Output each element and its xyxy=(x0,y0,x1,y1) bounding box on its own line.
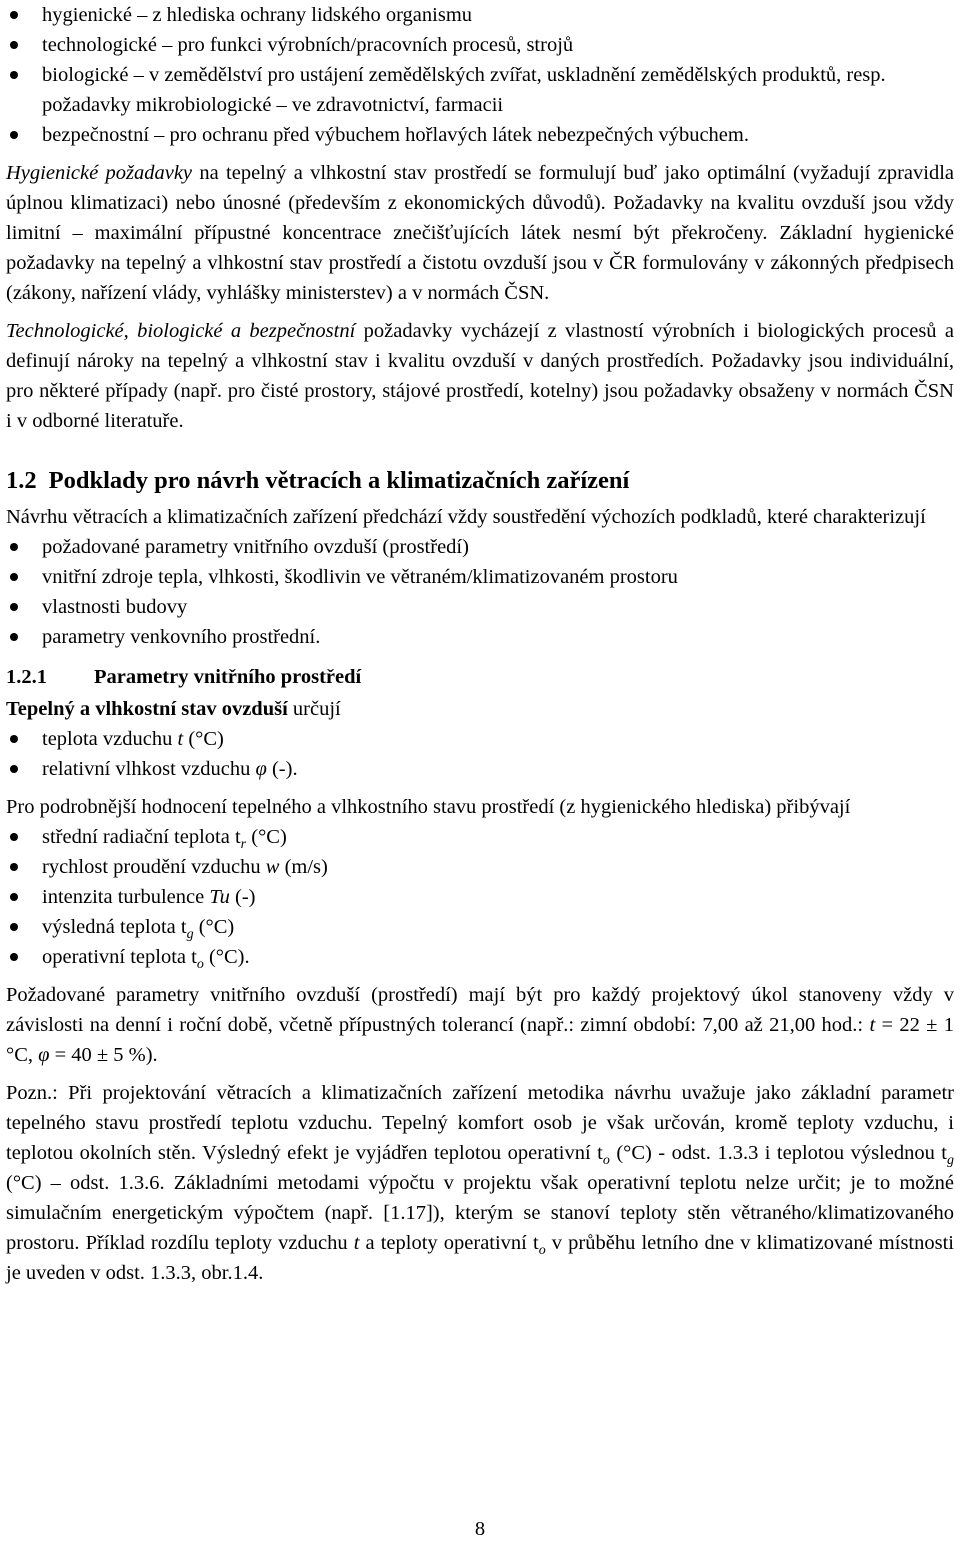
list-item xyxy=(6,852,954,882)
section-title: Podklady pro návrh větracích a klimatizačních zařízení xyxy=(48,467,630,494)
technological-requirements-paragraph xyxy=(6,316,954,436)
note-subscript: g xyxy=(947,1153,954,1169)
subsection-heading xyxy=(6,662,954,692)
note-text: (°C) - odst. 1.3.3 i teplotou výslednou t xyxy=(609,1142,947,1164)
item-subscript: o xyxy=(196,957,204,973)
list-item: technologické – pro funkci výrobních/pracovních procesů, strojů xyxy=(6,30,954,60)
item-subscript: r xyxy=(240,837,247,853)
item-text: výsledná teplota t xyxy=(42,916,187,938)
note-text: (°C) – odst. 1.3.6. Základními metodami výpočtu v projektu však operativní teplotu nelze určit; je to možné simulačním energetickým výpočtem (např. [1.17]), kterým se stanoví teploty stěn větraného/klimatizovaného prostoru. Příklad rozdílu teploty vzduchu xyxy=(6,1172,954,1254)
lead-rest: určují xyxy=(287,698,341,720)
item-unit: (m/s) xyxy=(279,856,328,878)
list-item: bezpečnostní – pro ochranu před výbuchem hořlavých látek nebezpečných výbuchem. xyxy=(6,120,954,150)
paragraph-lead-italic: Technologické, biologické a bezpečnostní xyxy=(6,320,356,342)
paragraph-text: = 40 ± 5 %). xyxy=(49,1044,158,1066)
item-unit: (°C). xyxy=(203,946,250,968)
required-parameters-paragraph xyxy=(6,980,954,1070)
item-unit: (-) xyxy=(229,886,256,908)
list-item xyxy=(6,754,954,784)
list-item: vnitřní zdroje tepla, vlhkosti, škodlivin ve větraném/klimatizovaném prostoru xyxy=(6,562,954,592)
subsection-number: 1.2.1 xyxy=(6,666,47,688)
additional-parameters-list xyxy=(6,822,954,972)
paragraph-text: na tepelný a vlhkostní stav prostředí se formulují buď jako optimální (vyžadují zpravidla úplnou klimatizaci) nebo únosné (především z ekonomických důvodů). Požadavky na kvalitu ovzduší jsou vždy limitní – maximální přípustné koncentrace znečišťujících látek nesmí být překročeny. Základní hygienické požadavky na tepelný a vlhkostní stav prostředí a čistotu ovzduší jsou v ČR formulovány v zákonných předpisech (zákony, nařízení vlády, vyhlášky ministerstev) a v normách ČSN. xyxy=(6,162,955,304)
paragraph-text: požadavky vycházejí z vlastností výrobních i biologických procesů a definují nároky na tepelný a vlhkostní stav i kvalitu ovzduší v daných prostředích. Požadavky jsou individuální, pro některé případy (např. pro čisté prostory, stájové prostředí, kotelny) jsou požadavky obsaženy v normách ČSN i v odborné literatuře. xyxy=(6,320,954,432)
item-text: teplota vzduchu xyxy=(42,728,178,750)
item-symbol: Tu xyxy=(209,886,230,908)
top-bullet-list xyxy=(6,0,954,150)
symbol-phi: φ xyxy=(38,1044,50,1066)
list-item xyxy=(6,912,954,942)
section-number: 1.2 xyxy=(6,467,37,494)
section-heading xyxy=(6,464,954,498)
inputs-bullet-list xyxy=(6,532,954,652)
list-item xyxy=(6,822,954,852)
detailed-evaluation-paragraph: Pro podrobnější hodnocení tepelného a vlhkostního stavu prostředí (z hygienického hlediska) přibývají xyxy=(6,796,851,818)
item-text: rychlost proudění vzduchu xyxy=(42,856,266,878)
item-text: relativní vlhkost vzduchu xyxy=(42,758,256,780)
item-text: operativní teplota t xyxy=(42,946,197,968)
item-unit: (-). xyxy=(266,758,298,780)
subsection-title: Parametry vnitřního prostředí xyxy=(94,666,362,688)
paragraph-lead-italic: Hygienické požadavky xyxy=(6,162,193,184)
note-subscript: o xyxy=(538,1243,546,1259)
symbol-t: t xyxy=(353,1232,360,1254)
item-text: intenzita turbulence xyxy=(42,886,210,908)
item-unit: (°C) xyxy=(246,826,287,848)
hygienic-requirements-paragraph xyxy=(6,158,954,308)
lead-bold: Tepelný a vlhkostní stav ovzduší xyxy=(6,698,288,720)
page-number: 8 xyxy=(474,1518,486,1540)
section-intro: Návrhu větracích a klimatizačních zařízení předchází vždy soustředění výchozích podkladů, které charakterizují xyxy=(6,506,926,528)
item-unit: (°C) xyxy=(183,728,224,750)
note-text: Pozn.: Při projektování větracích a klimatizačních zařízení metodika návrhu uvažuje jako základní parametr tepelného stavu prostředí teplotu vzduchu. Tepelný komfort osob je však určován, kromě teploty vzduchu, i teplotou okolních stěn. Výsledný efekt je vyjádřen teplotou operativní t xyxy=(6,1082,954,1164)
item-text: střední radiační teplota t xyxy=(42,826,241,848)
list-item xyxy=(6,942,954,972)
basic-parameters-list xyxy=(6,724,954,784)
item-symbol: t xyxy=(177,728,184,750)
list-item xyxy=(6,724,954,754)
note-text: v průběhu letního dne v klimatizované místnosti je uveden v odst. 1.3.3, obr.1.4. xyxy=(6,1232,954,1284)
list-item xyxy=(6,882,954,912)
item-symbol: w xyxy=(265,856,280,878)
paragraph-text: = 22 ± 1 °C, xyxy=(6,1014,954,1066)
item-subscript: g xyxy=(186,927,194,943)
note-subscript: o xyxy=(602,1153,610,1169)
note-text: a teploty operativní t xyxy=(359,1232,539,1254)
symbol-t: t xyxy=(869,1014,876,1036)
subsection-lead xyxy=(6,694,954,724)
paragraph-text: Požadované parametry vnitřního ovzduší (prostředí) mají být pro každý projektový úkol stanoveny vždy v závislosti na denní i roční době, včetně přípustných tolerancí (např.: zimní období: 7,00 až 21,00 hod.: xyxy=(6,984,954,1036)
list-item: biologické – v zemědělství pro ustájení zemědělských zvířat, uskladnění zemědělských produktů, resp. požadavky mikrobiologické – ve zdravotnictví, farmacii xyxy=(6,60,954,120)
note-paragraph xyxy=(6,1078,954,1288)
list-item: vlastnosti budovy xyxy=(6,592,954,622)
list-item: parametry venkovního prostřední. xyxy=(6,622,954,652)
item-unit: (°C) xyxy=(193,916,235,938)
list-item: hygienické – z hlediska ochrany lidského organismu xyxy=(6,0,954,30)
list-item: požadované parametry vnitřního ovzduší (prostředí) xyxy=(6,532,954,562)
item-symbol: φ xyxy=(255,758,267,780)
